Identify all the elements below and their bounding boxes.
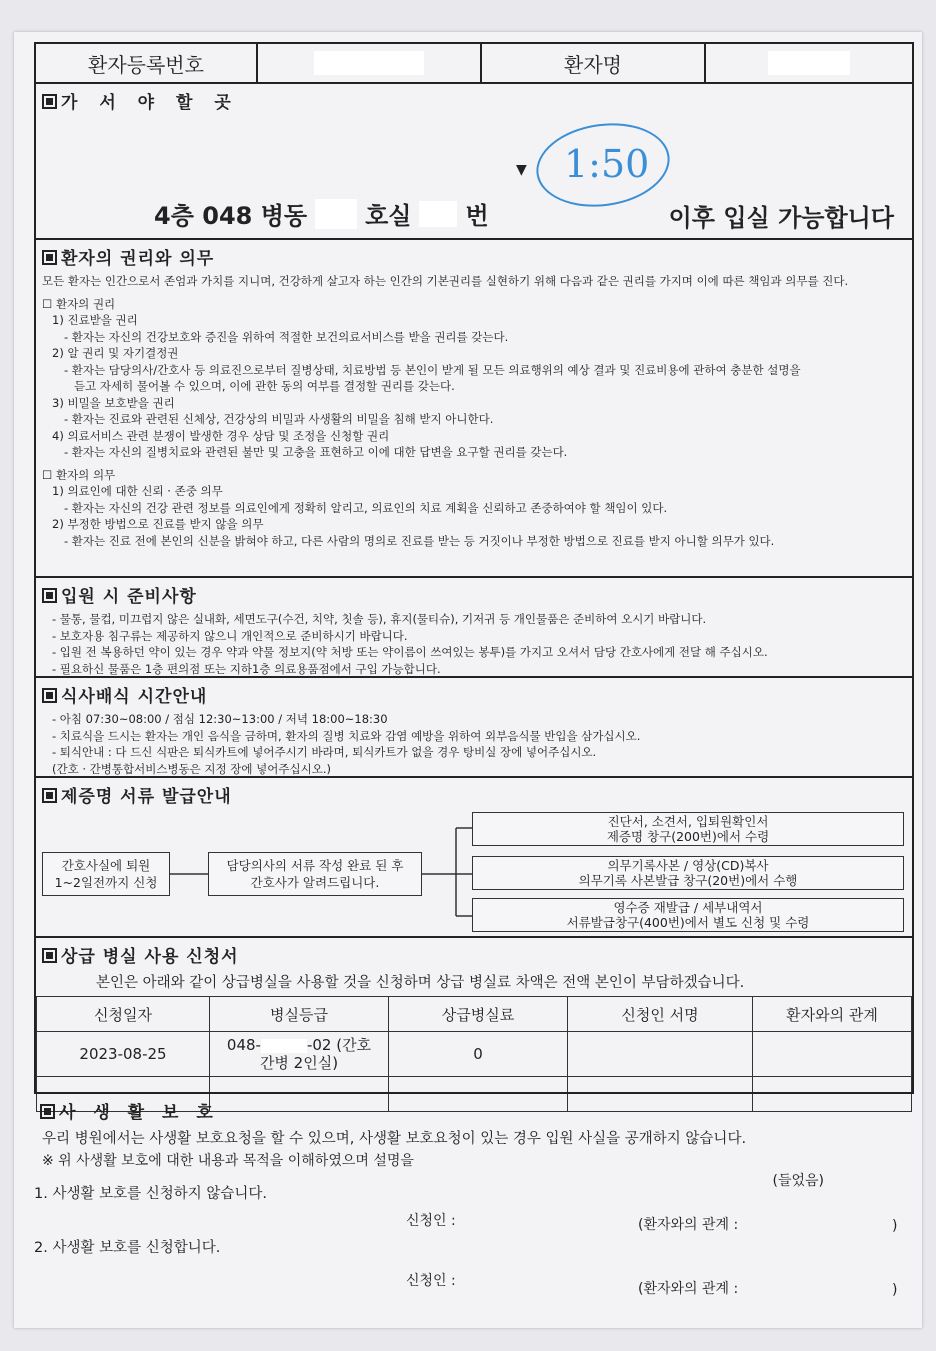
flow-step-notify: 담당의사의 서류 작성 완료 된 후 간호사가 알려드립니다. — [208, 852, 422, 896]
list-item: - 환자는 자신의 질병치료와 관련된 불만 및 고충을 표현하고 이에 대한 답변을 요구할 권리를 갖는다. — [64, 445, 568, 459]
redacted-box — [768, 51, 850, 75]
patient-relation[interactable] — [753, 1032, 912, 1077]
section-bullet-icon — [42, 94, 57, 109]
list-item: 3) 비밀을 보호받을 권리 — [52, 395, 175, 410]
section-title: 제증명 서류 발급안내 — [61, 787, 232, 807]
table-row — [37, 1032, 912, 1077]
reg-no-label: 환자등록번호 — [36, 44, 258, 82]
applicant-label-1: 신청인 : — [406, 1213, 456, 1229]
upgrade-room-section — [34, 936, 914, 1094]
section-title: 사 생 활 보 호 — [59, 1103, 219, 1123]
patient-name-value — [706, 44, 912, 82]
heard-label: (들었음) — [772, 1173, 824, 1189]
flow-out-diagnosis: 진단서, 소견서, 입퇴원확인서 제증명 창구(200번)에서 수령 — [472, 812, 904, 846]
floor-ward: 4층 048 병동 — [154, 202, 308, 230]
list-item: 2) 알 권리 및 자기결정권 — [52, 346, 179, 360]
reg-no-value — [258, 44, 482, 82]
section-title: 상급 병실 사용 신청서 — [61, 947, 239, 967]
list-item: (간호 · 간병통합서비스병동은 지정 장에 넣어주십시오.) — [52, 761, 331, 776]
list-item: - 입원 전 복용하던 약이 있는 경우 약과 약물 정보지(약 처방 또는 약이름이 쓰여있는 봉투)를 가지고 오셔서 담당 간호사에게 전달 해 주십시오. — [52, 645, 768, 659]
list-item: - 치료식을 드시는 환자는 개인 음식을 금하며, 환자의 질병 치료와 감염 예방을 위하여 외부음식물 반입을 삼가십시오. — [52, 728, 641, 743]
rights-heading: ☐ 환자의 권리 — [42, 296, 116, 311]
section-bullet-icon — [42, 588, 57, 603]
section-title: 식사배식 시간안내 — [61, 687, 208, 707]
section-title: 가 서 야 할 곳 — [61, 93, 239, 113]
redacted-box — [261, 1039, 307, 1053]
hospital-admission-form — [14, 32, 922, 1328]
list-item: - 환자는 진료와 관련된 신체상, 건강상의 비밀과 사생활의 비밀을 침해 받지 아니한다. — [64, 412, 494, 426]
redacted-box — [315, 199, 357, 229]
list-item: - 환자는 담당의사/간호사 등 의료진으로부터 질병상태, 치료방법 등 본인이 받게 될 모든 의료행위의 예상 결과 및 진료비용에 관하여 충분한 설명을 — [64, 362, 801, 377]
relation-close-2: ) — [892, 1282, 898, 1298]
admission-notice: 이후 입실 가능합니다 — [668, 204, 894, 232]
relation-close-1: ) — [892, 1218, 898, 1234]
upgrade-fee: 0 — [389, 1032, 568, 1077]
privacy-option-1[interactable]: 1. 사생활 보호를 신청하지 않습니다. — [34, 1186, 267, 1202]
privacy-option-2[interactable]: 2. 사생활 보호를 신청합니다. — [34, 1240, 221, 1256]
flow-out-receipt: 영수증 재발급 / 세부내역서 서류발급창구(400번)에서 별도 신청 및 수령 — [472, 898, 904, 932]
privacy-section — [34, 1092, 914, 1324]
section-title: 입원 시 준비사항 — [61, 587, 197, 607]
patient-header — [34, 42, 914, 84]
flow-step-request: 간호사실에 퇴원 1~2일전까지 신청 — [42, 852, 170, 896]
list-item: - 필요하신 물품은 1층 편의점 또는 지하1층 의료용품점에서 구입 가능합니다. — [52, 661, 441, 676]
table-header-row — [37, 997, 912, 1032]
rights-section — [34, 238, 914, 578]
meal-list — [36, 711, 912, 777]
applicant-signature[interactable] — [568, 1032, 753, 1077]
list-item: - 환자는 자신의 건강보호와 증진을 위하여 적절한 보건의료서비스를 받을 권리를 갖는다. — [64, 329, 509, 344]
duties-list — [36, 483, 912, 549]
list-item: - 환자는 자신의 건강 관련 정보를 의료인에게 정확히 알리고, 의료인의 치료 계획을 신뢰하고 존중하여야 할 책임이 있다. — [64, 500, 668, 515]
relation-label-1: (환자와의 관계 : — [638, 1217, 739, 1233]
redacted-box — [419, 201, 457, 227]
list-item: 2) 부정한 방법으로 진료를 받지 않을 의무 — [52, 517, 264, 531]
applicant-label-2: 신청인 : — [406, 1273, 456, 1289]
arrow-down-icon: ▼ — [516, 162, 527, 178]
destination-section — [34, 82, 914, 240]
col-header: 신청인 서명 — [568, 997, 753, 1032]
certificate-section — [34, 776, 914, 938]
col-header: 병실등급 — [210, 997, 389, 1032]
flow-out-records: 의무기록사본 / 영상(CD)복사 의무기록 사본발급 창구(20번)에서 수행 — [472, 856, 904, 890]
list-item: - 물통, 물컵, 미끄럽지 않은 실내화, 세면도구(수건, 치약, 칫솔 등), 휴지(물티슈), 기저귀 등 개인물품은 준비하여 오시기 바랍니다. — [52, 612, 707, 626]
section-bullet-icon — [42, 688, 57, 703]
handwritten-time: 1:50 — [564, 142, 650, 186]
section-bullet-icon — [42, 948, 57, 963]
privacy-intro: 우리 병원에서는 사생활 보호요청을 할 수 있으며, 사생활 보호요청이 있는 경우 입원 사실을 공개하지 않습니다. — [42, 1131, 747, 1147]
privacy-note: ※ 위 사생활 보호에 대한 내용과 목적을 이해하였으며 설명을 — [42, 1153, 414, 1169]
col-header: 신청일자 — [37, 997, 210, 1032]
list-item: - 환자는 진료 전에 본인의 신분을 밝혀야 하고, 다른 사람의 명의로 진료를 받는 등 거짓이나 부정한 방법으로 진료를 받지 아니할 의무가 있다. — [64, 533, 775, 548]
upgrade-intro: 본인은 아래와 같이 상급병실을 사용할 것을 신청하며 상급 병실료 차액은 전액 본인이 부담하겠습니다. — [96, 975, 745, 991]
list-item: - 보호자용 침구류는 제공하지 않으니 개인적으로 준비하시기 바랍니다. — [52, 628, 408, 643]
request-date: 2023-08-25 — [37, 1032, 210, 1077]
col-header: 환자와의 관계 — [753, 997, 912, 1032]
prep-list — [36, 611, 912, 677]
room-grade: 048- -02 (간호 간병 2인실) — [210, 1032, 389, 1077]
duties-heading: ☐ 환자의 의무 — [42, 467, 116, 482]
list-item: 1) 진료받을 권리 — [52, 313, 138, 327]
bed-label: 번 — [465, 202, 489, 230]
section-bullet-icon — [42, 250, 57, 265]
room-assignment — [154, 196, 489, 231]
meal-section — [34, 676, 914, 778]
rights-intro: 모든 환자는 인간으로서 존엄과 가치를 지니며, 건강하게 살고자 하는 인간의 기본권리를 실현하기 위해 다음과 같은 권리를 가지며 이에 따른 책임과 의무를 진다. — [42, 274, 849, 288]
patient-name-label: 환자명 — [482, 44, 706, 82]
rights-list — [36, 312, 912, 461]
list-item: - 아침 07:30~08:00 / 점심 12:30~13:00 / 저녁 18:00~18:30 — [52, 712, 388, 726]
relation-label-2: (환자와의 관계 : — [638, 1281, 739, 1297]
room-label: 호실 — [365, 202, 412, 230]
list-item: 4) 의료서비스 관련 분쟁이 발생한 경우 상담 및 조정을 신청할 권리 — [52, 428, 390, 443]
prep-section — [34, 576, 914, 678]
list-item: 1) 의료인에 대한 신뢰 · 존중 의무 — [52, 484, 223, 498]
section-title: 환자의 권리와 의무 — [61, 249, 215, 269]
list-item: - 퇴식안내 : 다 드신 식판은 퇴식카트에 넣어주시기 바라며, 퇴식카트가 없을 경우 탕비실 장에 넣어주십시오. — [52, 745, 597, 759]
redacted-box — [314, 51, 424, 75]
list-item: 듣고 자세히 물어볼 수 있으며, 이에 관한 동의 여부를 결정할 권리를 갖는다. — [74, 379, 455, 393]
col-header: 상급병실료 — [389, 997, 568, 1032]
section-bullet-icon — [40, 1104, 55, 1119]
